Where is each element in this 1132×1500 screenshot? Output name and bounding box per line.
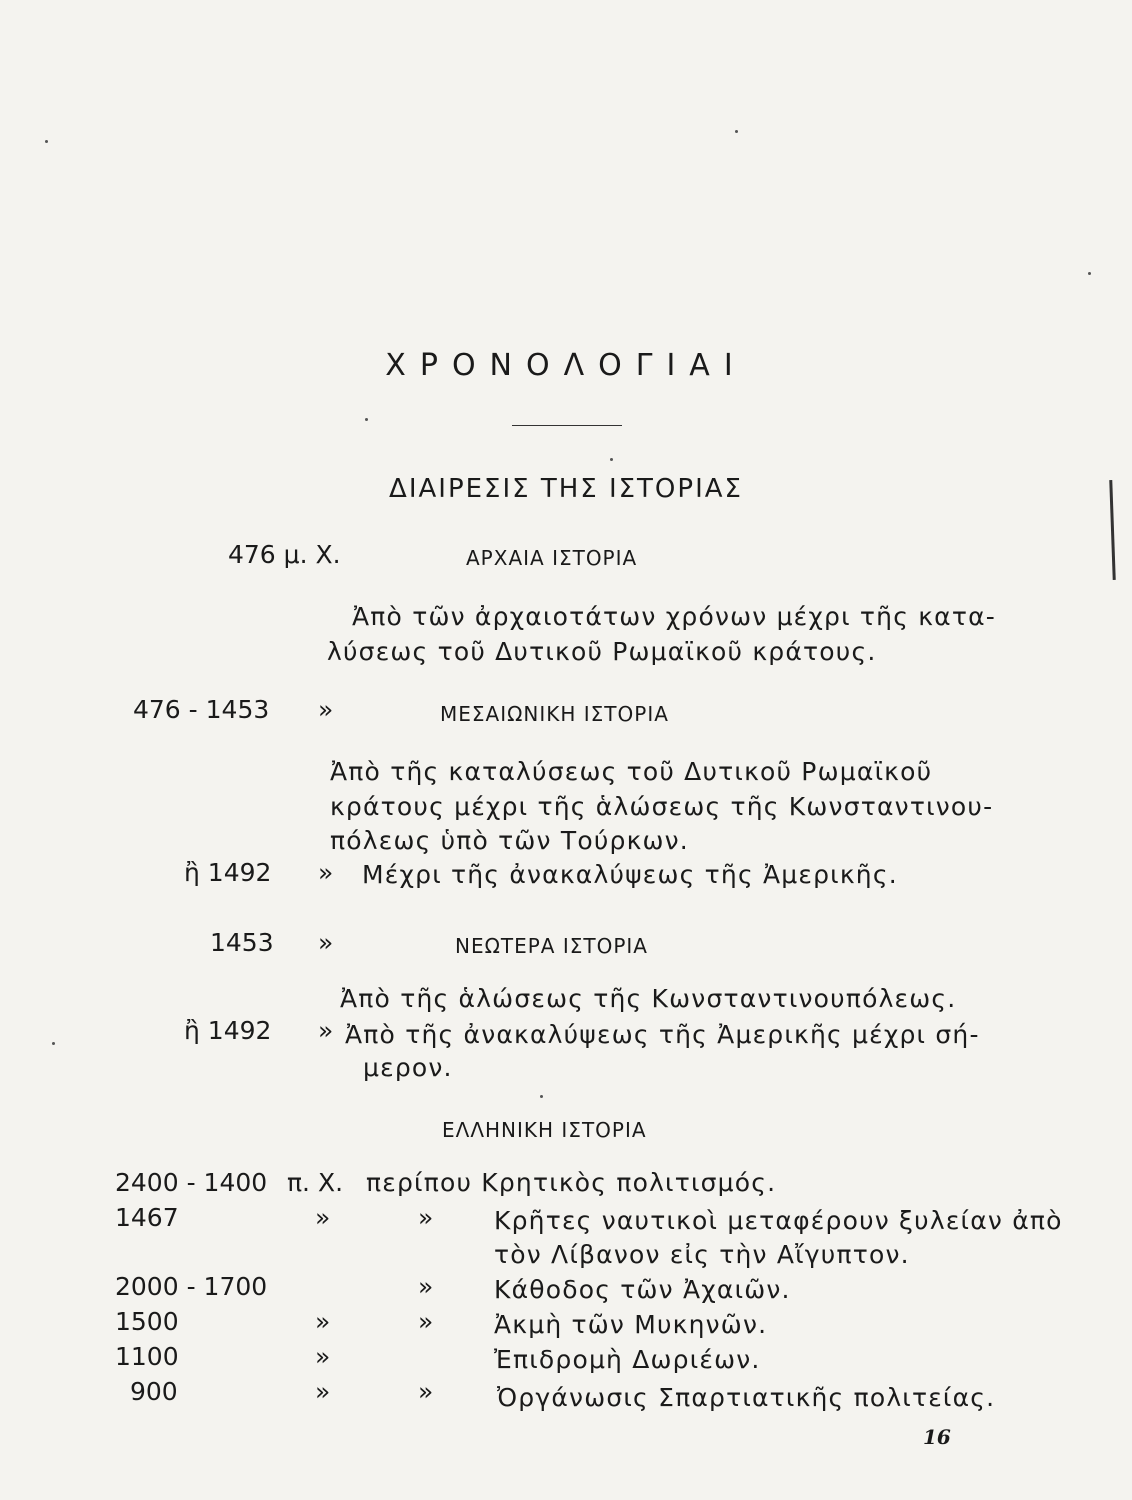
greek-row-ditto: »	[418, 1307, 434, 1336]
medieval-desc-2: κράτους μέχρι τῆς ἁλώσεως τῆς Κωνσταντινου-	[330, 792, 994, 821]
speck	[540, 1095, 543, 1098]
modern-heading: ΝΕΩΤΕΡΑ ΙΣΤΟΡΙΑ	[455, 934, 648, 958]
greek-heading: ΕΛΛΗΝΙΚΗ ΙΣΤΟΡΙΑ	[442, 1118, 647, 1142]
greek-row-text: Κρῆτες ναυτικοὶ μεταφέρουν ξυλείαν ἀπὸ	[494, 1206, 1063, 1235]
speck	[1088, 272, 1091, 275]
title-divider	[512, 425, 622, 426]
speck	[610, 458, 613, 461]
greek-row-ditto: »	[418, 1377, 434, 1406]
greek-row-date: 2000 - 1700	[115, 1272, 268, 1301]
greek-row-text: Κάθοδος τῶν Ἀχαιῶν.	[494, 1275, 791, 1304]
modern-alt-ditto: »	[318, 1016, 334, 1045]
ancient-desc-2: λύσεως τοῦ Δυτικοῦ Ρωμαϊκοῦ κράτους.	[327, 637, 877, 666]
speck	[735, 130, 738, 133]
medieval-ditto: »	[318, 695, 334, 724]
greek-row-date: 1467	[115, 1203, 179, 1232]
greek-row-era: π. Χ.	[287, 1168, 344, 1197]
greek-row-date: 1100	[115, 1342, 179, 1371]
modern-alt-desc-1: Ἀπὸ τῆς ἀνακαλύψεως τῆς Ἀμερικῆς μέχρι σή-	[345, 1020, 980, 1049]
ancient-desc-1: Ἀπὸ τῶν ἀρχαιοτάτων χρόνων μέχρι τῆς κατα-	[352, 602, 996, 631]
greek-row-text-cont: τὸν Λίβανον εἰς τὴν Αἴγυπτον.	[494, 1240, 910, 1269]
section-subtitle: ΔΙΑΙΡΕΣΙΣ ΤΗΣ ΙΣΤΟΡΙΑΣ	[389, 474, 743, 504]
greek-row-era: »	[315, 1203, 331, 1232]
medieval-date: 476 - 1453	[133, 695, 270, 724]
greek-row-ditto: »	[418, 1203, 434, 1232]
page-number: 16	[923, 1425, 951, 1449]
greek-row-text: περίπου Κρητικὸς πολιτισμός.	[366, 1168, 777, 1197]
medieval-alt-desc: Μέχρι τῆς ἀνακαλύψεως τῆς Ἀμερικῆς.	[362, 860, 898, 889]
greek-row-text: Ὀργάνωσις Σπαρτιατικῆς πολιτείας.	[497, 1383, 996, 1412]
medieval-alt-ditto: »	[318, 858, 334, 887]
medieval-desc-1: Ἀπὸ τῆς καταλύσεως τοῦ Δυτικοῦ Ρωμαϊκοῦ	[330, 757, 933, 786]
greek-row-ditto: »	[418, 1272, 434, 1301]
ancient-heading: ΑΡΧΑΙΑ ΙΣΤΟΡΙΑ	[466, 546, 638, 570]
modern-desc-1: Ἀπὸ τῆς ἁλώσεως τῆς Κωνσταντινουπόλεως.	[340, 984, 957, 1013]
greek-row-era: »	[315, 1342, 331, 1371]
modern-ditto: »	[318, 928, 334, 957]
greek-row-text: Ἐπιδρομὴ Δωριέων.	[494, 1345, 761, 1374]
modern-date: 1453	[210, 928, 274, 957]
ancient-date: 476 μ. Χ.	[228, 540, 341, 569]
medieval-desc-3: πόλεως ὑπὸ τῶν Τούρκων.	[330, 826, 689, 855]
greek-row-era: »	[315, 1307, 331, 1336]
modern-alt-desc-2: μερον.	[363, 1053, 453, 1082]
greek-row-date: 2400 - 1400	[115, 1168, 268, 1197]
speck	[52, 1042, 55, 1045]
greek-row-era: »	[315, 1377, 331, 1406]
greek-row-date: 900	[130, 1377, 178, 1406]
speck	[365, 418, 368, 421]
speck	[45, 140, 48, 143]
greek-row-text: Ἀκμὴ τῶν Μυκηνῶν.	[494, 1310, 768, 1339]
medieval-heading: ΜΕΣΑΙΩΝΙΚΗ ΙΣΤΟΡΙΑ	[440, 702, 669, 726]
medieval-alt-date: ἢ 1492	[184, 858, 272, 887]
modern-alt-date: ἢ 1492	[184, 1016, 272, 1045]
greek-row-date: 1500	[115, 1307, 179, 1336]
page-title: ΧΡΟΝΟΛΟΓΙΑΙ	[385, 348, 747, 383]
